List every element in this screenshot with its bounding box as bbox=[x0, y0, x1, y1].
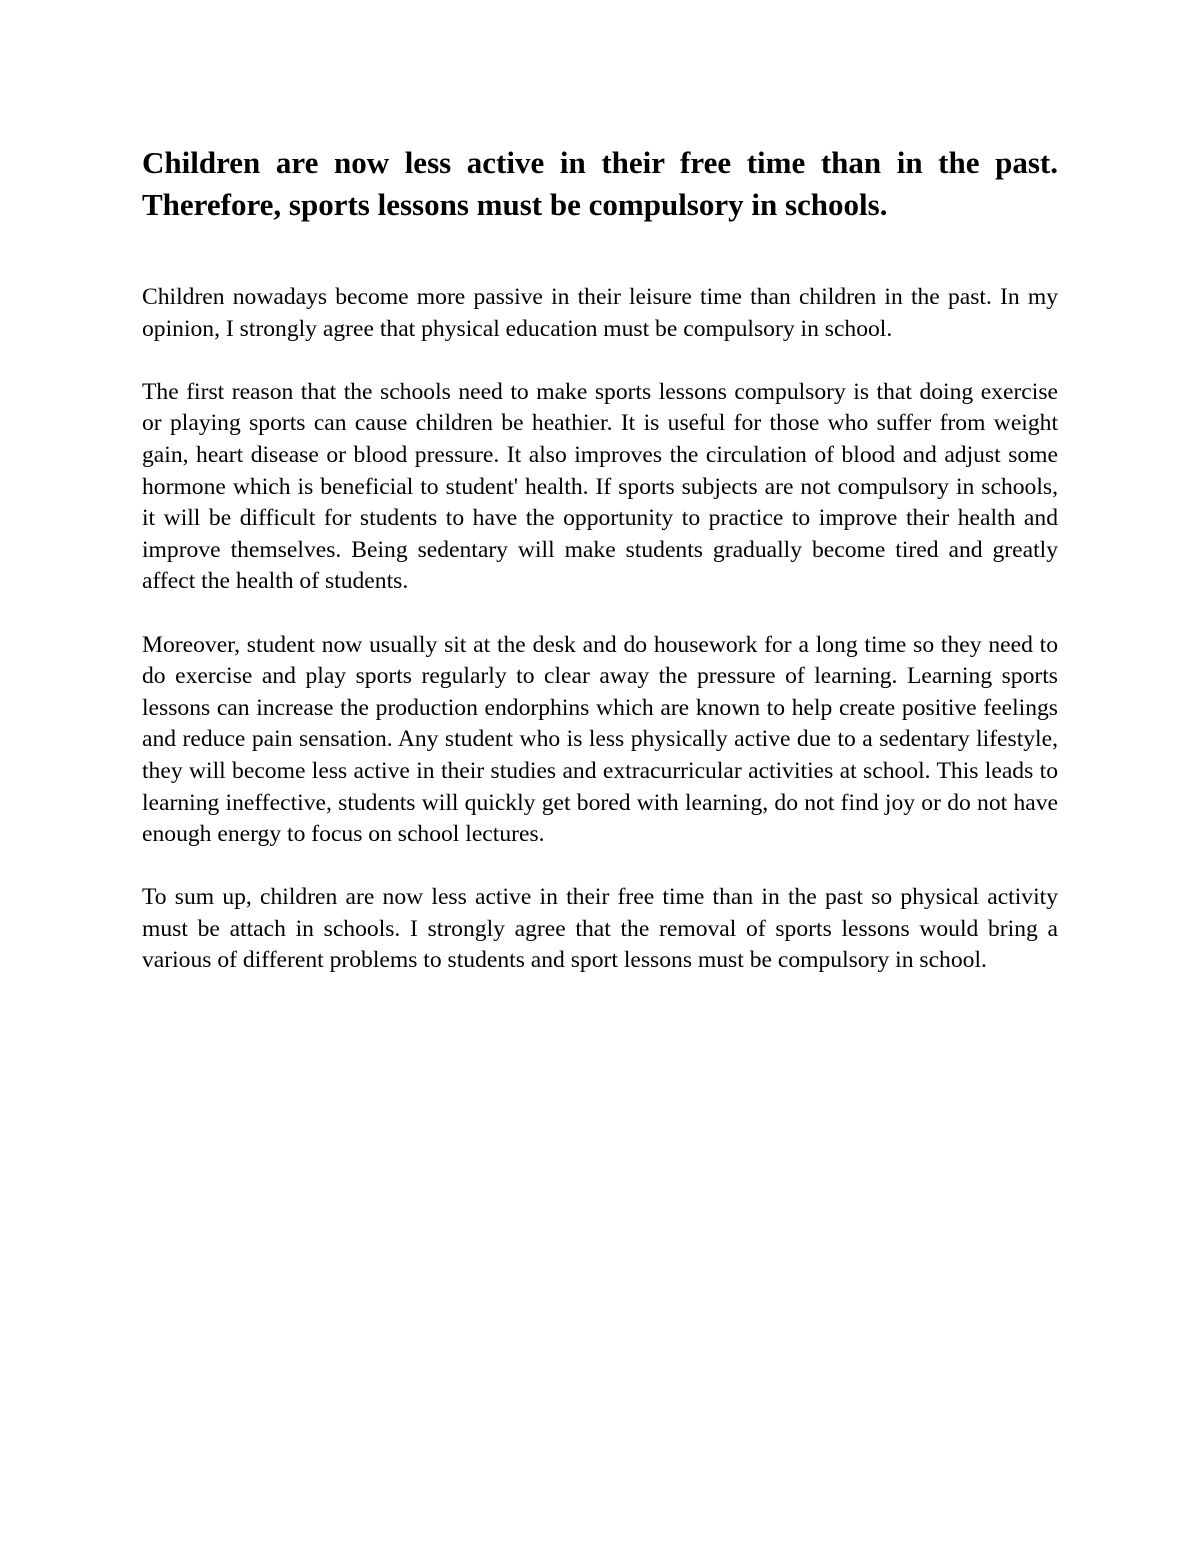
paragraph-introduction: Children nowadays become more passive in their leisure time than children in the past. In my opinion, I strongly agree that physical education must be compulsory in school. bbox=[142, 284, 1058, 342]
essay-body bbox=[142, 142, 1058, 977]
paragraph-second-reason: Moreover, student now usually sit at the desk and do housework for a long time so they need to do exercise and play sports regularly to clear away the pressure of learning. Learning sports lessons can increase the production endorphins which are known to help create positive feelings and reduce pain sensation. Any student who is less physically active due to a sedentary lifestyle, they will become less active in their studies and extracurricular activities at school. This leads to learning ineffective, students will quickly get bored with learning, do not find joy or do not have enough energy to focus on school lectures. bbox=[142, 631, 1058, 848]
essay-title: Children are now less active in their free time than in the past. Therefore, sports lessons must be compulsory in schools. bbox=[142, 145, 1058, 222]
paragraph-conclusion: To sum up, children are now less active in their free time than in the past so physical activity must be attach in schools. I strongly agree that the removal of sports lessons would bring a various of different problems to students and sport lessons must be compulsory in school. bbox=[142, 884, 1058, 974]
paragraph-first-reason: The first reason that the schools need to make sports lessons compulsory is that doing exercise or playing sports can cause children be heathier. It is useful for those who suffer from weight gain, heart disease or blood pressure. It also improves the circulation of blood and adjust some hormone which is beneficial to student' health. If sports subjects are not compulsory in schools, it will be difficult for students to have the opportunity to practice to improve their health and improve themselves. Being sedentary will make students gradually become tired and greatly affect the health of students. bbox=[142, 378, 1058, 595]
